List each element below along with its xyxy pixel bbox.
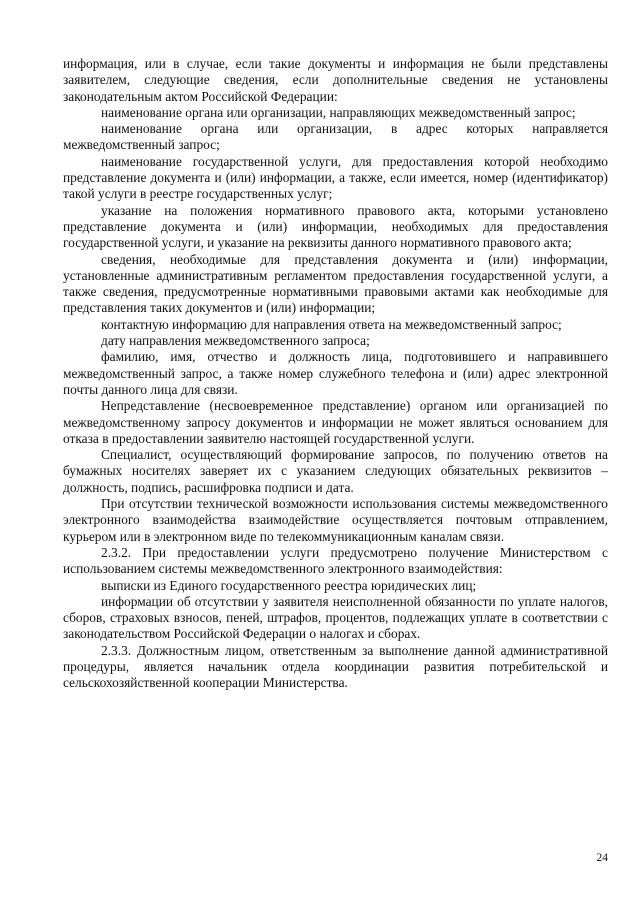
paragraph-11: Специалист, осуществляющий формирование запросов, по получению ответов на бумажных носителях заверяет их с указанием следующих обязательных реквизитов – должность, подпись, расшифровка подписи и дата. <box>63 447 608 495</box>
paragraph-14: выписки из Единого государственного реестра юридических лиц; <box>101 577 477 593</box>
paragraph-2: наименование органа или организации, направляющих межведомственный запрос; <box>101 104 576 120</box>
paragraph-1: информация, или в случае, если такие документы и информация не были представлены заявителем, следующие сведения, если дополнительные сведения не установлены законодательным актом Российской Федерации: <box>63 56 608 104</box>
paragraph-7: контактную информацию для направления ответа на межведомственный запрос; <box>101 316 562 332</box>
paragraph-6: сведения, необходимые для представления документа и (или) информации, установленные административным регламентом предоставления государственной услуги, а также сведения, предусмотренные нормативными правовыми актами как необходимые для представления таких документов и (или) информации; <box>63 251 608 316</box>
paragraph-16: 2.3.3. Должностным лицом, ответственным за выполнение данной административной процедуры, является начальник отдела координации развития потребительской и сельскохозяйственной кооперации Министерства. <box>63 642 608 691</box>
paragraph-4: наименование государственной услуги, для предоставления которой необходимо представление документа и (или) информации, а также, если имеется, номер (идентификатор) такой услуги в реестре государственных услуг; <box>63 153 608 202</box>
paragraph-8: дату направления межведомственного запроса; <box>101 333 370 349</box>
paragraph-12: При отсутствии технической возможности использования системы межведомственного электронного взаимодейства взаимодействие осуществляется почтовым отправлением, курьером или в электронном виде по телекоммуникационным каналам связи. <box>63 496 608 544</box>
paragraph-5: указание на положения нормативного правового акта, которыми установлено представление документа и (или) информации, необходимых для предоставления государственной услуги, и указание на реквизиты данного нормативного правового акта; <box>63 202 608 251</box>
paragraph-9: фамилию, имя, отчество и должность лица, подготовившего и направившего межведомственный запрос, а также номер служебного телефона и (или) адрес электронной почты данного лица для связи. <box>63 349 608 397</box>
paragraph-10: Непредставление (несвоевременное представление) органом или организацией по межведомственному запросу документов и информации не может являться основанием для отказа в предоставлении заявителю настоящей государственной услуги. <box>63 398 608 446</box>
page-number: 24 <box>596 852 608 864</box>
paragraph-3: наименование органа или организации, в адрес которых направляется межведомственный запрос; <box>63 121 608 153</box>
paragraph-13: 2.3.2. При предоставлении услуги предусмотрено получение Министерством с использованием системы межведомственного электронного взаимодействия: <box>63 544 608 577</box>
paragraph-15: информации об отсутствии у заявителя неисполненной обязанности по уплате налогов, сборов, страховых взносов, пеней, штрафов, процентов, подлежащих уплате в соответствии с законодательством Российской Федерации о налогах и сборах. <box>63 593 608 642</box>
